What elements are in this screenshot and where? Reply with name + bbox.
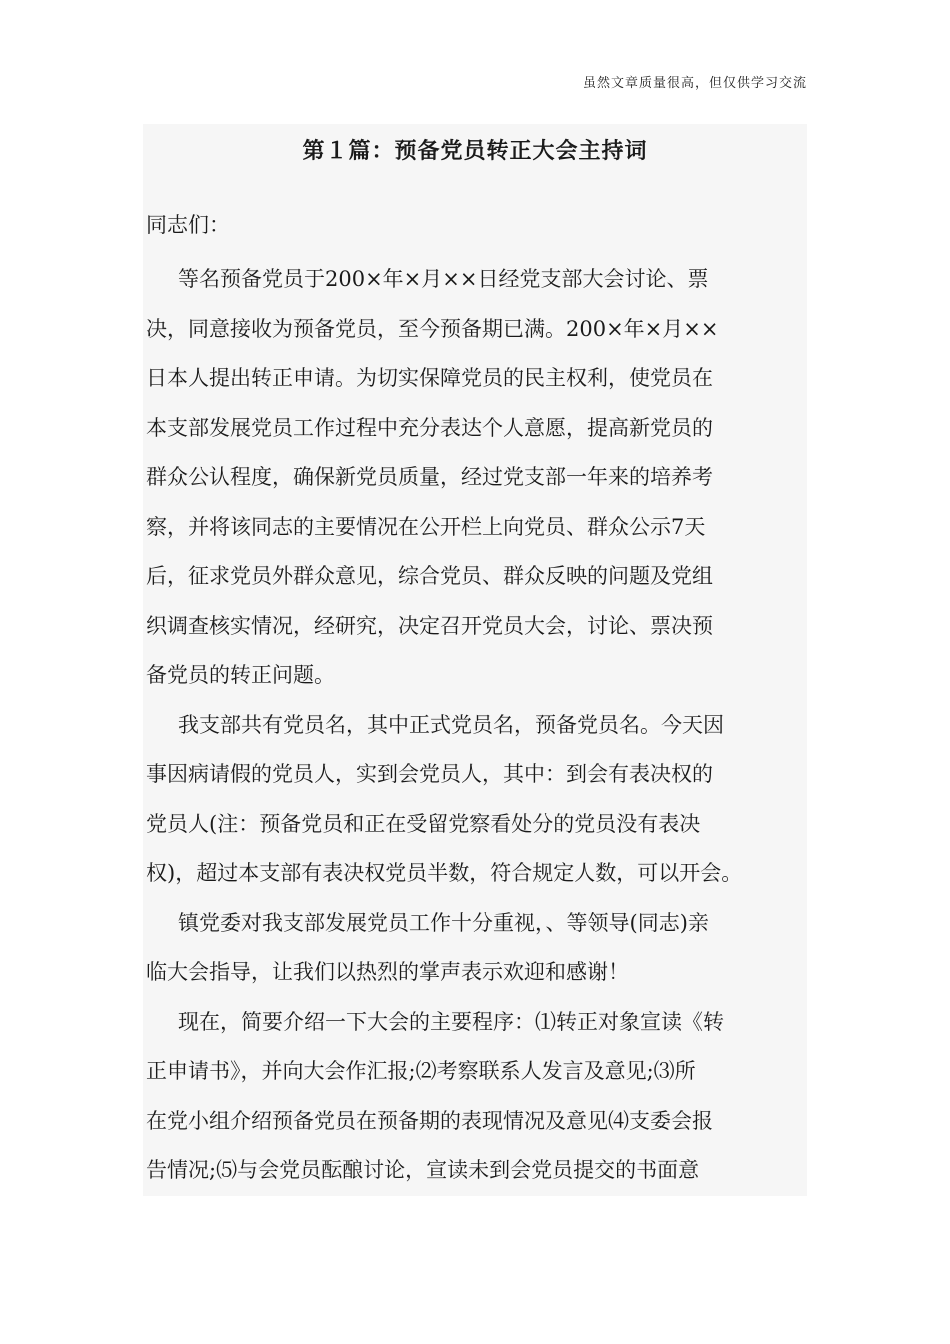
header-note: 虽然文章质量很高，但仅供学习交流 [582,76,807,91]
text-line: 备党员的转正问题。 [146,663,335,687]
text-line: 决，同意接收为预备党员，至今预备期已满。200×年×月×× [146,316,719,341]
paragraph [146,255,806,701]
greeting: 同志们： [146,213,230,237]
text-line: 本支部发展党员工作过程中充分表达个人意愿，提高新党员的 [146,415,713,440]
text-line: 党员人(注：预备党员和正在受留党察看处分的党员没有表决 [146,811,701,836]
text-line: 正申请书》，并向大会作汇报;⑵考察联系人发言及意见;⑶所 [146,1059,696,1083]
text-line: 群众公认程度，确保新党员质量，经过党支部一年来的培养考 [146,465,713,489]
text-line: 事因病请假的党员人，实到会党员人，其中：到会有表决权的 [146,762,713,786]
text-line: 镇党委对我支部发展党员工作十分重视，、等领导(同志)亲 [178,910,709,935]
text-line: 我支部共有党员名，其中正式党员名，预备党员名。今天因 [178,712,724,737]
text-line: 权)，超过本支部有表决权党员半数，符合规定人数，可以开会。 [146,861,743,885]
text-line: 后，征求党员外群众意见，综合党员、群众反映的问题及党组 [146,564,713,588]
paragraph [146,701,806,899]
text-line: 临大会指导，让我们以热烈的掌声表示欢迎和感谢！ [146,960,629,984]
document-title: 第１篇：预备党员转正大会主持词 [302,138,648,164]
body-paragraphs [146,255,806,1196]
text-line: 日本人提出转正申请。为切实保障党员的民主权利，使党员在 [146,366,713,390]
text-line: 现在，简要介绍一下大会的主要程序：⑴转正对象宣读《转 [178,1009,724,1034]
text-line: 在党小组介绍预备党员在预备期的表现情况及意见⑷支委会报 [146,1108,713,1133]
paragraph [146,998,806,1196]
text-line: 察，并将该同志的主要情况在公开栏上向党员、群众公示7天 [146,514,706,539]
paragraph [146,899,806,998]
text-line: 告情况;⑸与会党员酝酿讨论，宣读未到会党员提交的书面意 [146,1158,700,1182]
text-line: 等名预备党员于200×年×月××日经党支部大会讨论、票 [178,267,709,291]
text-line: 织调查核实情况，经研究，决定召开党员大会，讨论、票决预 [146,613,713,638]
